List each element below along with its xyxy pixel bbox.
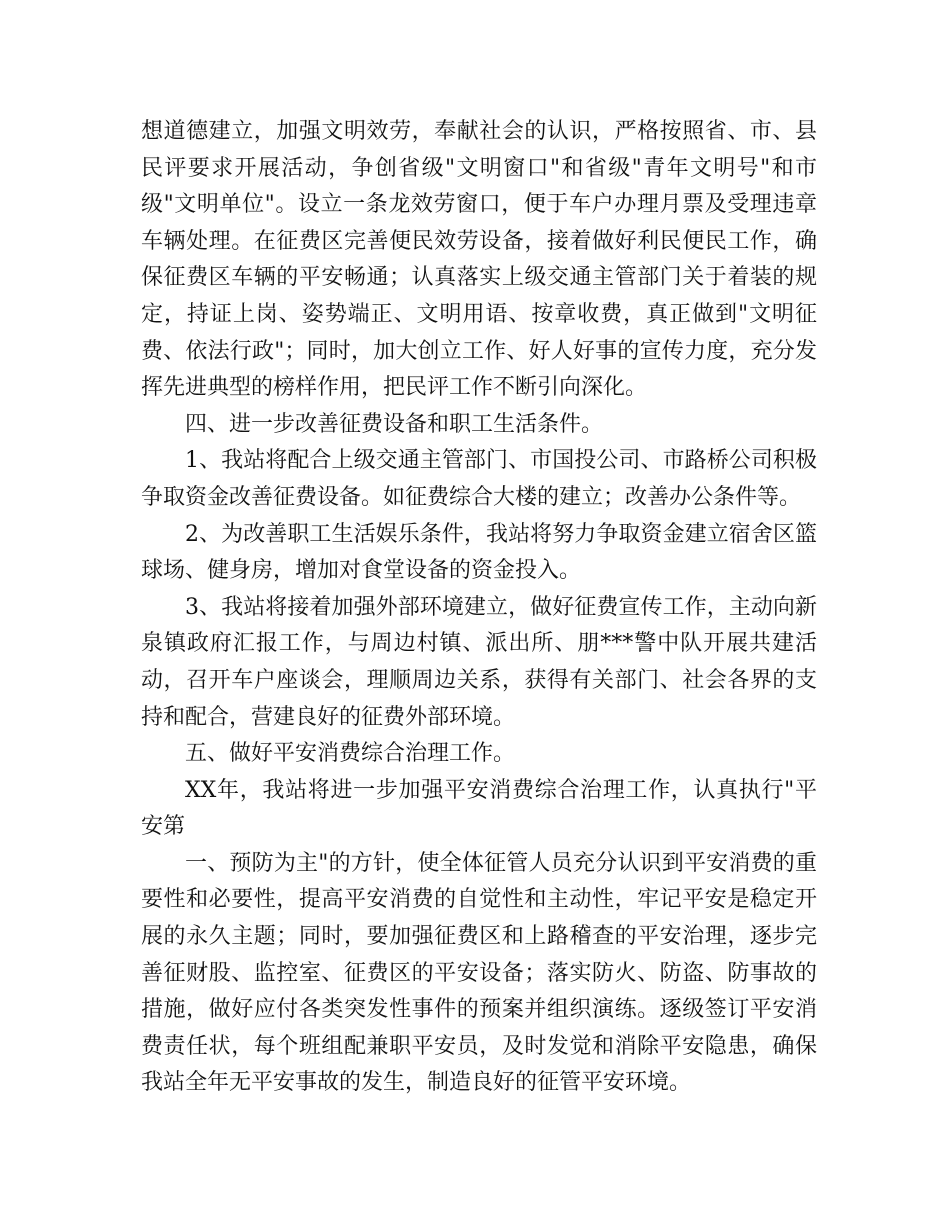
paragraph-8: 一、预防为主"的方针，使全体征管人员充分认识到平安消费的重要性和必要性，提高平安消费的自觉性和主动性，牢记平安是稳定开展的永久主题；同时，要加强征费区和上路稽查的平安治理，逐步完善征财股、监控室、征费区的平安设备；落实防火、防盗、防事故的措施，做好应付各类突发性事件的预案并组织演练。逐级签订平安消费责任状，每个班组配兼职平安员，及时发觉和消除平安隐患，确保我站全年无平安事故的发生，制造良好的征管平安环境。	[141, 850, 817, 1096]
paragraph-1: 想道德建立，加强文明效劳，奉献社会的认识，严格按照省、市、县民评要求开展活动，争创省级"文明窗口"和省级"青年文明号"和市级"文明单位"。设立一条龙效劳窗口，便于车户办理月票及受理违章车辆处理。在征费区完善便民效劳设备，接着做好利民便民工作，确保征费区车辆的平安畅通；认真落实上级交通主管部门关于着装的规定，持证上岗、姿势端正、文明用语、按章收费，真正做到"文明征费、依法行政"；同时，加大创立工作、好人好事的宣传力度，充分发挥先进典型的榜样作用，把民评工作不断引向深化。	[141, 119, 817, 401]
paragraph-5: 3、我站将接着加强外部环境建立，做好征费宣传工作，主动向新泉镇政府汇报工作，与周边村镇、派出所、朋***警中队开展共建活动，召开车户座谈会，理顺周边关系，获得有关部门、社会各界的支持和配合，营建良好的征费外部环境。	[141, 594, 817, 730]
paragraph-6: 五、做好平安消费综合治理工作。	[185, 741, 516, 767]
paragraph-2: 四、进一步改善征费设备和职工生活条件。	[185, 411, 604, 437]
paragraph-4: 2、为改善职工生活娱乐条件，我站将努力争取资金建立宿舍区篮球场、健身房，增加对食堂设备的资金投入。	[141, 521, 817, 584]
paragraph-3: 1、我站将配合上级交通主管部门、市国投公司、市路桥公司积极争取资金改善征费设备。如征费综合大楼的建立；改善办公条件等。	[141, 448, 817, 510]
document-page	[141, 114, 817, 1102]
paragraph-7: XX年，我站将进一步加强平安消费综合治理工作，认真执行"平安第	[141, 777, 817, 840]
